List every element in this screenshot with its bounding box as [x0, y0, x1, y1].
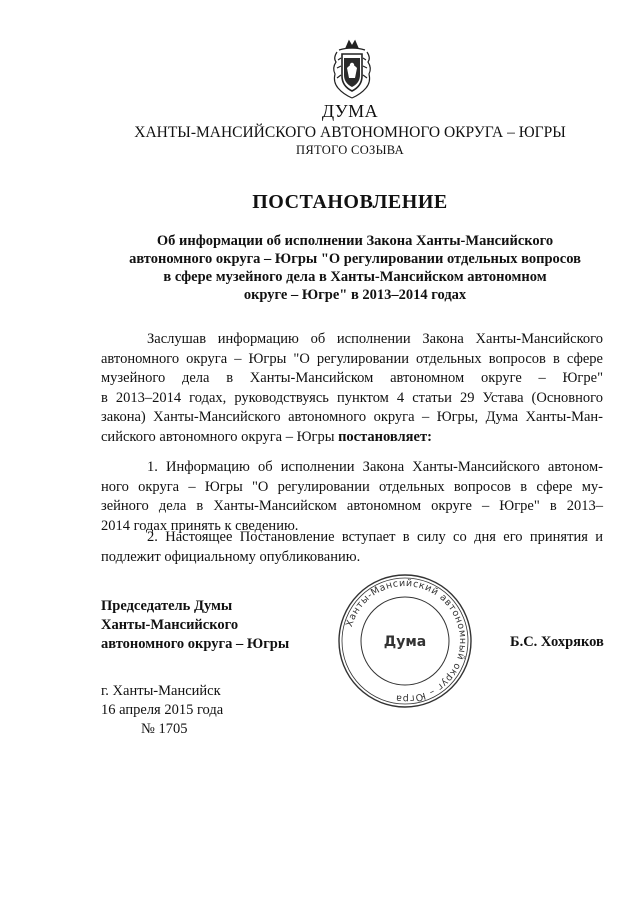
- subject-line: в сфере музейного дела в Ханты-Мансийском автономном: [163, 269, 547, 285]
- signatory-name: Б.С. Хохряков: [510, 634, 604, 650]
- paragraph-line-text: сийского автономного округа – Югры: [101, 428, 339, 445]
- subject-line: Об информации об исполнении Закона Ханты-Мансийского: [156, 233, 554, 249]
- document-subject: [120, 232, 590, 304]
- item-1-paragraph: [101, 458, 603, 536]
- subject-line: округе – Югре" в 2013–2014 годах: [243, 287, 467, 303]
- item-2-paragraph: [101, 528, 603, 567]
- svg-text:Ханты-Мансийский автономный ок: Ханты-Мансийский автономный округ – Югра: [343, 577, 469, 705]
- paragraph-line: ного округа – Югры "О регулировании отдельных вопросов в сфере му-: [101, 478, 603, 495]
- document-type-title: ПОСТАНОВЛЕНИЕ: [252, 191, 448, 213]
- document-date: 16 апреля 2015 года: [101, 702, 224, 718]
- paragraph-line: 2. Настоящее Постановление вступает в силу со дня его принятия и: [147, 529, 603, 545]
- preamble-paragraph: [101, 330, 603, 447]
- subject-line: автономного округа – Югры "О регулировании отдельных вопросов: [129, 251, 581, 267]
- paragraph-line: в 2013–2014 годах, руководствуясь пунктом 4 статьи 29 Устава (Основного: [101, 389, 603, 406]
- position-line: Ханты-Мансийского: [101, 617, 239, 633]
- signatory-position: [101, 597, 289, 654]
- svg-text:Дума: Дума: [383, 634, 427, 650]
- document-number: № 1705: [141, 721, 188, 737]
- paragraph-line: 1. Информацию об исполнении Закона Ханты-Мансийского автоном-: [147, 459, 603, 475]
- paragraph-line: [101, 428, 603, 448]
- coat-of-arms-emblem: [329, 38, 375, 100]
- organization-subtitle: ХАНТЫ-МАНСИЙСКОГО АВТОНОМНОГО ОКРУГА – ЮГРЫ: [134, 124, 566, 141]
- paragraph-line: зейного дела в Ханты-Мансийском автономном округе – Югре" в 2013–: [101, 498, 603, 514]
- position-line: Председатель Думы: [101, 598, 233, 614]
- official-seal-stamp: [335, 571, 475, 711]
- organization-name: ДУМА: [321, 101, 379, 121]
- document-place: г. Ханты-Мансийск: [101, 683, 221, 699]
- paragraph-line: подлежит официальному опубликованию.: [101, 548, 361, 565]
- position-line: автономного округа – Югры: [101, 636, 290, 652]
- paragraph-line: автономного округа – Югры "О регулировании отдельных вопросов в сфере: [101, 350, 603, 367]
- paragraph-line: Заслушав информацию об исполнении Закона Ханты-Мансийского: [147, 331, 603, 347]
- decree-word: постановляет:: [338, 428, 432, 445]
- paragraph-line: музейного дела в Ханты-Мансийском автономном округе – Югре": [101, 370, 603, 386]
- paragraph-line: закона) Ханты-Мансийского автономного округа – Югры, Дума Ханты-Ман-: [101, 409, 603, 425]
- paragraph-line: 2014 годах принять к сведению.: [101, 517, 299, 534]
- convocation-label: ПЯТОГО СОЗЫВА: [296, 143, 404, 157]
